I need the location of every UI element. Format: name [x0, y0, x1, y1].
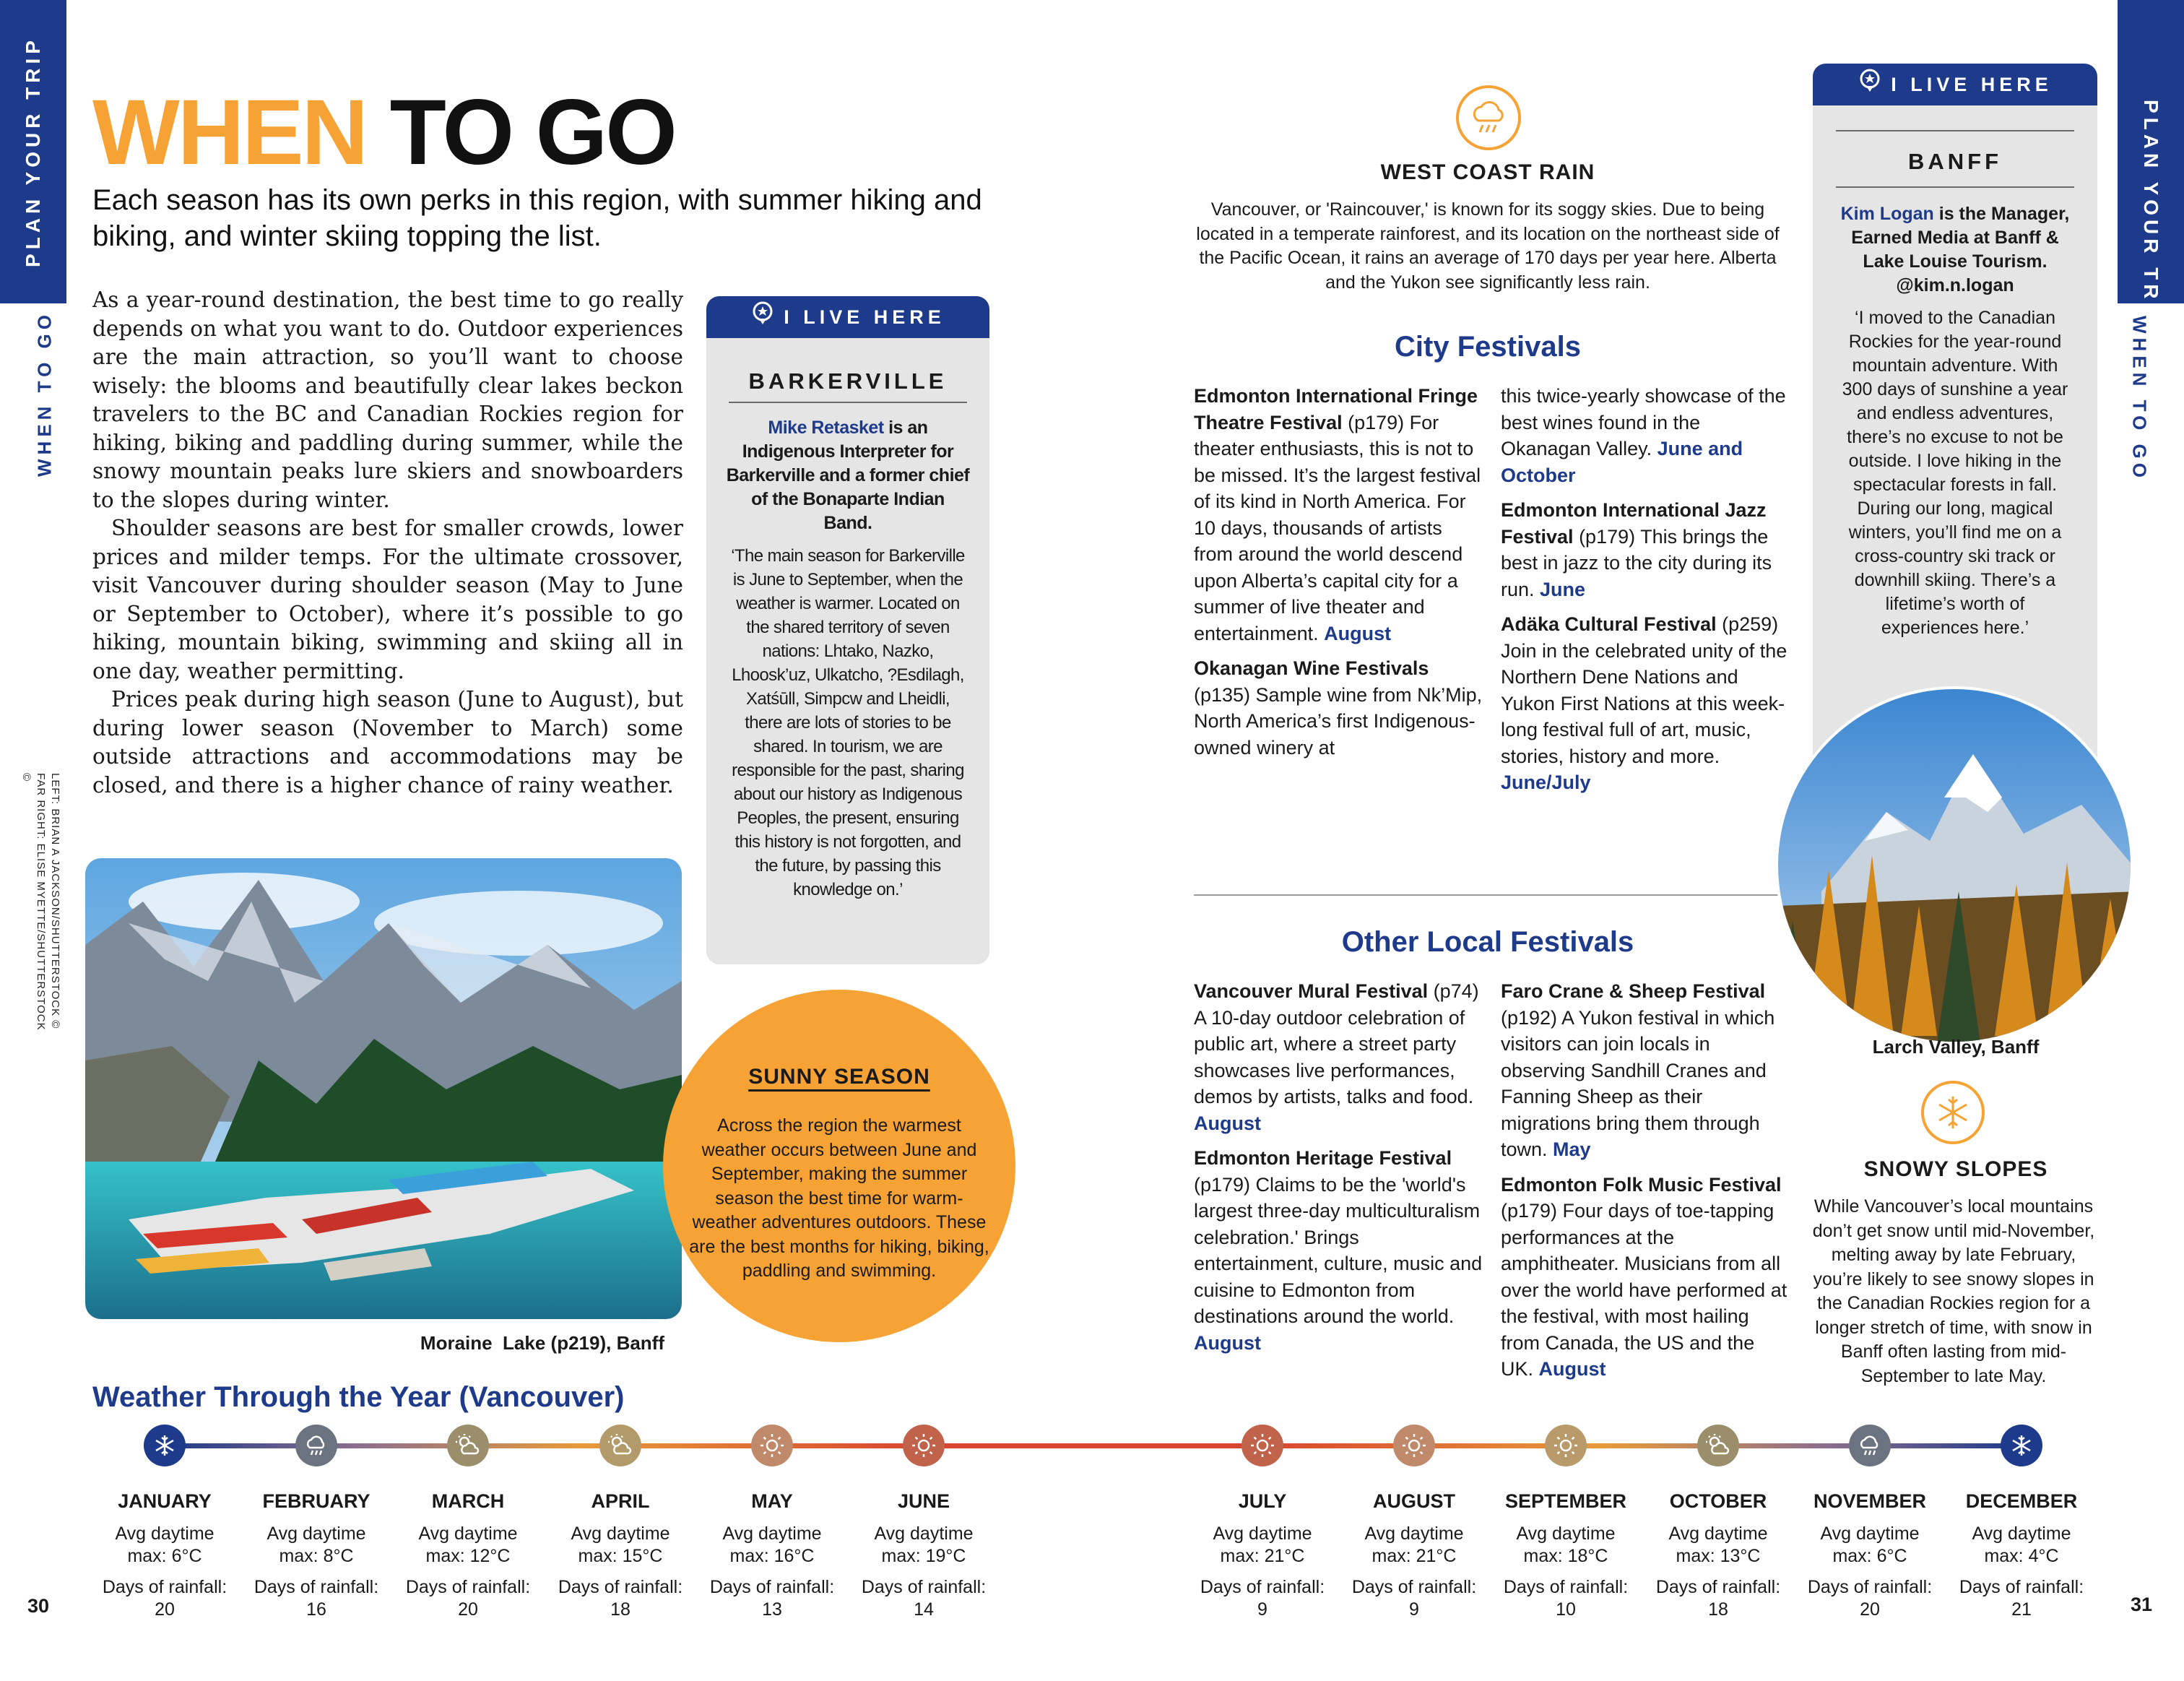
rainfall-info — [1646, 1576, 1790, 1621]
weather-month-column — [1494, 1490, 1638, 1621]
divider — [729, 402, 967, 403]
right-section-tab — [2118, 0, 2184, 331]
avg-label: Avg daytime — [1668, 1524, 1768, 1544]
month-name: JULY — [1238, 1490, 1287, 1512]
rainfall-label: Days of rainfall: — [558, 1577, 683, 1597]
larch-valley-caption: Larch Valley, Banff — [1872, 1036, 2040, 1058]
snowflake-icon — [1921, 1081, 1985, 1144]
banff-place: BANFF — [1907, 149, 2003, 174]
weather-month-column — [852, 1490, 996, 1621]
snowy-slopes-text: While Vancouver’s local mountains don’t get snow until mid-November, melting away by late February, you’re likely to see snowy slopes in the Canadian Rockies region for a longer stretch of time, with snow in Banff often lasting from mid-September to late May. — [1812, 1196, 2095, 1386]
festival-name: Edmonton International Jazz Festival — [1501, 499, 1767, 548]
festival-name: Adäka Cultural Festival — [1501, 613, 1717, 635]
weather-month-column — [1190, 1490, 1335, 1621]
rainfall-days: 20 — [155, 1599, 175, 1620]
avg-daytime-label — [92, 1523, 237, 1568]
rainfall-label: Days of rainfall: — [861, 1577, 987, 1597]
month-name: FEBRUARY — [262, 1490, 370, 1512]
festival-entry — [1501, 383, 1790, 488]
avg-label: Avg daytime — [1820, 1524, 1920, 1544]
month-name: MARCH — [431, 1490, 505, 1512]
avg-daytime-label — [700, 1523, 844, 1568]
festival-text: this twice-yearly showcase of the best wines found in the Okanagan Valley. — [1501, 385, 1786, 459]
banff-card-header — [1813, 64, 2097, 105]
title-when: WHEN — [92, 81, 367, 184]
festival-text: (p135) Sample wine from Nk’Mip, North America’s first Indigenous-owned winery at — [1194, 683, 1483, 759]
rainfall-label: Days of rainfall: — [709, 1577, 835, 1597]
max-temperature: max: 13°C — [1676, 1546, 1761, 1566]
rainfall-days: 14 — [914, 1599, 934, 1620]
avg-label: Avg daytime — [571, 1524, 670, 1544]
month-name: NOVEMBER — [1813, 1490, 1926, 1512]
body-paragraph: Shoulder seasons are best for smaller crowds, lower prices and milder temps. For the ultimate crossover, visit Vancouver during shoulder season (May to June or September to October), where it’s possible to go hiking, mountain biking, swimming and skiing all in one day, weather permitting. — [92, 516, 683, 683]
rainfall-days: 18 — [610, 1599, 630, 1620]
festival-name: Edmonton Folk Music Festival — [1501, 1173, 1782, 1196]
max-temperature: max: 4°C — [1984, 1546, 2059, 1566]
avg-label: Avg daytime — [874, 1524, 974, 1544]
avg-daytime-label — [1646, 1523, 1790, 1568]
max-temperature: max: 21°C — [1372, 1546, 1457, 1566]
rainfall-days: 16 — [306, 1599, 326, 1620]
avg-daytime-label — [852, 1523, 996, 1568]
rainfall-info — [548, 1576, 693, 1621]
month-name: MAY — [751, 1490, 793, 1512]
sun-icon — [1393, 1425, 1435, 1466]
west-coast-rain-title: WEST COAST RAIN — [1380, 160, 1595, 184]
rainfall-days: 10 — [1556, 1599, 1576, 1620]
barkerville-bio — [725, 416, 971, 535]
left-tab-subsection-label: WHEN TO GO — [33, 311, 56, 477]
banff-card — [1813, 64, 2097, 786]
festival-text: A 10-day outdoor celebration of public art, where a street party showcases live performances, demos by artists, talks and food. — [1194, 1006, 1474, 1107]
page-number-right: 31 — [2131, 1594, 2153, 1615]
snowy-slopes-title: SNOWY SLOPES — [1863, 1157, 2048, 1181]
avg-daytime-label — [396, 1523, 540, 1568]
avg-label: Avg daytime — [1972, 1524, 2071, 1544]
max-temperature: max: 18°C — [1523, 1546, 1608, 1566]
festival-name: Vancouver Mural Festival — [1194, 980, 1429, 1002]
festival-month: June and October — [1501, 438, 1743, 486]
max-temperature: max: 19°C — [881, 1546, 966, 1566]
festival-month: August — [1194, 1331, 1261, 1354]
page-number-left: 30 — [27, 1595, 50, 1617]
left-tab-section-label: PLAN YOUR TRIP — [22, 36, 44, 267]
rainfall-days: 20 — [458, 1599, 478, 1620]
month-name: JANUARY — [118, 1490, 212, 1512]
barkerville-card-header — [706, 296, 989, 338]
photo-credit-text: LEFT: BRIAN A JACKSON/SHUTTERSTOCK © FAR RIGHT: ELISE MYETTE/SHUTTERSTOCK © — [20, 773, 61, 1031]
weather-month-column — [700, 1490, 844, 1621]
max-temperature: max: 21°C — [1220, 1546, 1305, 1566]
barkerville-role: is an Indigenous Interpreter for Barkerville and a former chief of the Bonaparte Indian Band. — [726, 418, 970, 533]
rainfall-info — [1190, 1576, 1335, 1621]
festival-ref: (p74) — [1428, 980, 1479, 1002]
festival-entry — [1501, 611, 1790, 796]
rainfall-label: Days of rainfall: — [1351, 1577, 1477, 1597]
rainfall-days: 18 — [1708, 1599, 1728, 1620]
barkerville-card — [706, 296, 989, 964]
festival-entry — [1194, 978, 1483, 1136]
rainfall-info — [1798, 1576, 1942, 1621]
sun-icon — [903, 1425, 945, 1466]
moraine-lake-caption: Moraine Lake (p219), Banff — [420, 1332, 664, 1354]
partly-cloudy-icon — [1697, 1425, 1739, 1466]
intro-text: Each season has its own perks in this region, with summer hiking and biking, and winter skiing topping the list. — [92, 184, 982, 252]
rainfall-info — [396, 1576, 540, 1621]
other-festivals-right-column — [1501, 978, 1790, 1391]
max-temperature: max: 16°C — [729, 1546, 815, 1566]
max-temperature: max: 15°C — [578, 1546, 663, 1566]
festival-text: This brings the best in jazz to the city during its run. — [1501, 525, 1772, 600]
festival-name: Okanagan Wine Festivals — [1194, 657, 1429, 679]
sunny-season-circle — [663, 990, 1015, 1342]
rainfall-info — [852, 1576, 996, 1621]
map-pin-icon — [1858, 65, 1882, 107]
avg-label: Avg daytime — [266, 1524, 366, 1544]
festival-entry — [1501, 978, 1790, 1163]
month-name: SEPTEMBER — [1504, 1490, 1627, 1512]
weather-month-column — [396, 1490, 540, 1621]
festival-text: For theater enthusiasts, this is not to be missed. It’s the largest festival of its kind in North America. For 10 days, thousands of artists from around the world descend upon Alberta’s capital city for a summer of live theater and entertainment. — [1194, 411, 1481, 644]
max-temperature: max: 12°C — [425, 1546, 511, 1566]
body-text — [92, 286, 683, 800]
month-name: DECEMBER — [1965, 1490, 2078, 1512]
other-festivals-left-column — [1194, 978, 1483, 1365]
title-to-go: TO GO — [366, 81, 675, 184]
rainfall-info — [1342, 1576, 1486, 1621]
avg-daytime-label — [1190, 1523, 1335, 1568]
festival-text: (p192) A Yukon festival in which visitors can join locals in observing Sandhill Cranes and Fanning Sheep as their migrations bring them through town. — [1501, 1006, 1775, 1160]
festival-entry — [1501, 497, 1790, 602]
weather-month-column — [244, 1490, 389, 1621]
rainfall-label: Days of rainfall: — [102, 1577, 228, 1597]
avg-daytime-label — [548, 1523, 693, 1568]
snowflake-icon — [2001, 1425, 2042, 1466]
rainfall-label: Days of rainfall: — [1807, 1577, 1933, 1597]
divider — [1836, 186, 2074, 188]
banff-header-text: I LIVE HERE — [1891, 74, 2053, 95]
avg-label: Avg daytime — [115, 1524, 214, 1544]
rainfall-label: Days of rainfall: — [254, 1577, 379, 1597]
larch-valley-photo — [1775, 686, 2133, 1045]
festival-month: May — [1553, 1138, 1591, 1160]
avg-daytime-label — [1342, 1523, 1486, 1568]
weather-month-column — [1949, 1490, 2094, 1621]
max-temperature: max: 8°C — [279, 1546, 354, 1566]
festival-name: Edmonton International Fringe Theatre Festival — [1194, 385, 1478, 433]
festival-name: Faro Crane & Sheep Festival — [1501, 980, 1766, 1002]
page-title — [92, 81, 675, 184]
west-coast-rain-text: Vancouver, or 'Raincouver,' is known for its soggy skies. Due to being located in a temperate rainforest, and its location on the northeast side of the Pacific Ocean, it rains an average of 170 days per year here. Alberta and the Yukon see significantly less rain. — [1196, 199, 1780, 293]
barkerville-person: Mike Retasket — [768, 418, 884, 438]
weather-month-column — [1798, 1490, 1942, 1621]
partly-cloudy-icon — [447, 1425, 489, 1466]
rainfall-info — [700, 1576, 844, 1621]
right-tab-section-label: PLAN YOUR TRIP — [2140, 100, 2162, 331]
banff-role: is the Manager, Earned Media at Banff & Lake Louise Tourism. @kim.n.logan — [1851, 204, 2070, 295]
festival-entry — [1501, 1172, 1790, 1383]
left-section-tab — [0, 0, 66, 303]
rainfall-label: Days of rainfall: — [1503, 1577, 1629, 1597]
weather-month-column — [1342, 1490, 1486, 1621]
sun-icon — [1545, 1425, 1587, 1466]
rainfall-days: 9 — [1257, 1599, 1268, 1620]
rainfall-info — [1494, 1576, 1638, 1621]
sunny-season-text: Across the region the warmest weather occurs between June and September, making the summer season the best time for warm-weather adventures outdoors. These are the best months for hiking, biking, paddling and swimming. — [689, 1115, 989, 1281]
avg-label: Avg daytime — [1516, 1524, 1616, 1544]
rainfall-label: Days of rainfall: — [1655, 1577, 1781, 1597]
month-name: JUNE — [897, 1490, 950, 1512]
festival-text: (p179) Claims to be the 'world's largest three-day multiculturalism celebration.' Brings entertainment, culture, music and cuisine to Edmonton from destinations around the world. — [1194, 1173, 1483, 1327]
avg-daytime-label — [244, 1523, 389, 1568]
section-divider — [1194, 894, 1786, 896]
rainfall-info — [1949, 1576, 2094, 1621]
avg-daytime-label — [1949, 1523, 2094, 1568]
moraine-lake-image — [85, 858, 682, 1319]
sun-icon — [1242, 1425, 1283, 1466]
festival-ref: (p179) — [1342, 411, 1405, 433]
city-festivals-right-column — [1501, 383, 1790, 805]
month-name: AUGUST — [1373, 1490, 1455, 1512]
sun-icon — [751, 1425, 793, 1466]
rainfall-label: Days of rainfall: — [405, 1577, 531, 1597]
festival-ref: (p179) — [1573, 525, 1636, 548]
festival-name: Edmonton Heritage Festival — [1194, 1147, 1452, 1169]
snowflake-icon — [144, 1425, 186, 1466]
festival-text: (p179) Four days of toe-tapping performances at the amphitheater. Musicians from all over the world have performed at the festival, with most hailing from Canada, the US and the UK. — [1501, 1200, 1788, 1380]
divider — [1836, 130, 2074, 131]
avg-label: Avg daytime — [1213, 1524, 1312, 1544]
right-tab-subsection-label: WHEN TO GO — [2128, 316, 2151, 482]
weather-heading: Weather Through the Year (Vancouver) — [92, 1381, 625, 1413]
rainfall-info — [244, 1576, 389, 1621]
festival-entry — [1194, 383, 1483, 647]
avg-label: Avg daytime — [1364, 1524, 1464, 1544]
rainfall-label: Days of rainfall: — [1959, 1577, 2084, 1597]
barkerville-place: BARKERVILLE — [748, 368, 948, 394]
festival-entry — [1194, 1145, 1483, 1356]
rain-cloud-icon — [295, 1425, 337, 1466]
max-temperature: max: 6°C — [127, 1546, 202, 1566]
avg-daytime-label — [1494, 1523, 1638, 1568]
map-pin-icon — [750, 298, 775, 340]
partly-cloudy-icon — [599, 1425, 641, 1466]
festival-month: June/July — [1501, 772, 1591, 793]
weather-month-column — [1646, 1490, 1790, 1621]
max-temperature: max: 6°C — [1832, 1546, 1907, 1566]
banff-quote: ‘I moved to the Canadian Rockies for the year-round mountain adventure. With 300 days of sunshine a year and endless adventures, there’s no excuse to not be outside. I love hiking in the spectacular forests in fall. During our long, magical winters, you’ll find me on a cross-country ski track or downhill skiing. There’s a lifetime’s worth of experiences here.’ — [1842, 308, 2068, 638]
rainfall-days: 13 — [762, 1599, 782, 1620]
festival-month: August — [1538, 1358, 1606, 1380]
sunny-season-title: SUNNY SEASON — [748, 1065, 930, 1089]
rainfall-label: Days of rainfall: — [1200, 1577, 1325, 1597]
month-name: APRIL — [591, 1490, 650, 1512]
body-paragraph: Prices peak during high season (June to August), but during lower season (November to March) some outside attractions and accommodations may be closed, and there is a higher chance of rainy weather. — [92, 687, 683, 798]
festival-entry — [1194, 655, 1483, 761]
avg-label: Avg daytime — [418, 1524, 518, 1544]
barkerville-quote: ‘The main season for Barkerville is June to September, when the weather is warmer. Located on the shared territory of seven nations: Lhtako, Nazko, Lhoosk’uz, Ulkatcho, ?Esdilagh, Xatśūll, Simpcw and Lheidli, there are lots of stories to be shared. In tourism, we are responsible for the past, sharing about our history as Indigenous Peoples, the present, ensuring this history is not forgotten, and the future, by passing this knowledge on.’ — [731, 546, 965, 899]
avg-daytime-label — [1798, 1523, 1942, 1568]
rainfall-info — [92, 1576, 237, 1621]
festival-month: June — [1540, 578, 1586, 600]
rain-cloud-icon — [1849, 1425, 1891, 1466]
body-paragraph: As a year-round destination, the best time to go really depends on what you want to do. Outdoor experiences are the main attraction, so you’ll want to choose wisely: the blooms and beautifully clear lakes beckon travelers to the BC and Canadian Rockies region for hiking, biking and paddling during summer, while the snowy mountain peaks lure skiers and snowboarders to the slopes during winter. — [92, 288, 683, 512]
banff-bio — [1832, 202, 2079, 298]
rainfall-days: 21 — [2011, 1599, 2032, 1620]
avg-label: Avg daytime — [722, 1524, 822, 1544]
weather-month-column — [548, 1490, 693, 1621]
city-festivals-left-column — [1194, 383, 1483, 769]
rainfall-days: 9 — [1409, 1599, 1419, 1620]
other-festivals-heading: Other Local Festivals — [1341, 926, 1634, 958]
rain-cloud-icon — [1456, 85, 1521, 150]
city-festivals-heading: City Festivals — [1395, 331, 1581, 363]
festival-month: August — [1194, 1112, 1261, 1134]
festival-text: (p259) Join in the celebrated unity of the Northern Dene Nations and Yukon First Nations at this week-long festival full of art, music, stories, history and more. — [1501, 613, 1788, 767]
barkerville-header-text: I LIVE HERE — [784, 306, 945, 328]
moraine-lake-photo — [85, 858, 682, 1319]
larch-valley-image — [1778, 689, 2133, 1045]
rainfall-days: 20 — [1860, 1599, 1880, 1620]
month-name: OCTOBER — [1669, 1490, 1767, 1512]
festival-month: August — [1324, 622, 1392, 644]
banff-person: Kim Logan — [1840, 204, 1934, 224]
weather-month-column — [92, 1490, 237, 1621]
